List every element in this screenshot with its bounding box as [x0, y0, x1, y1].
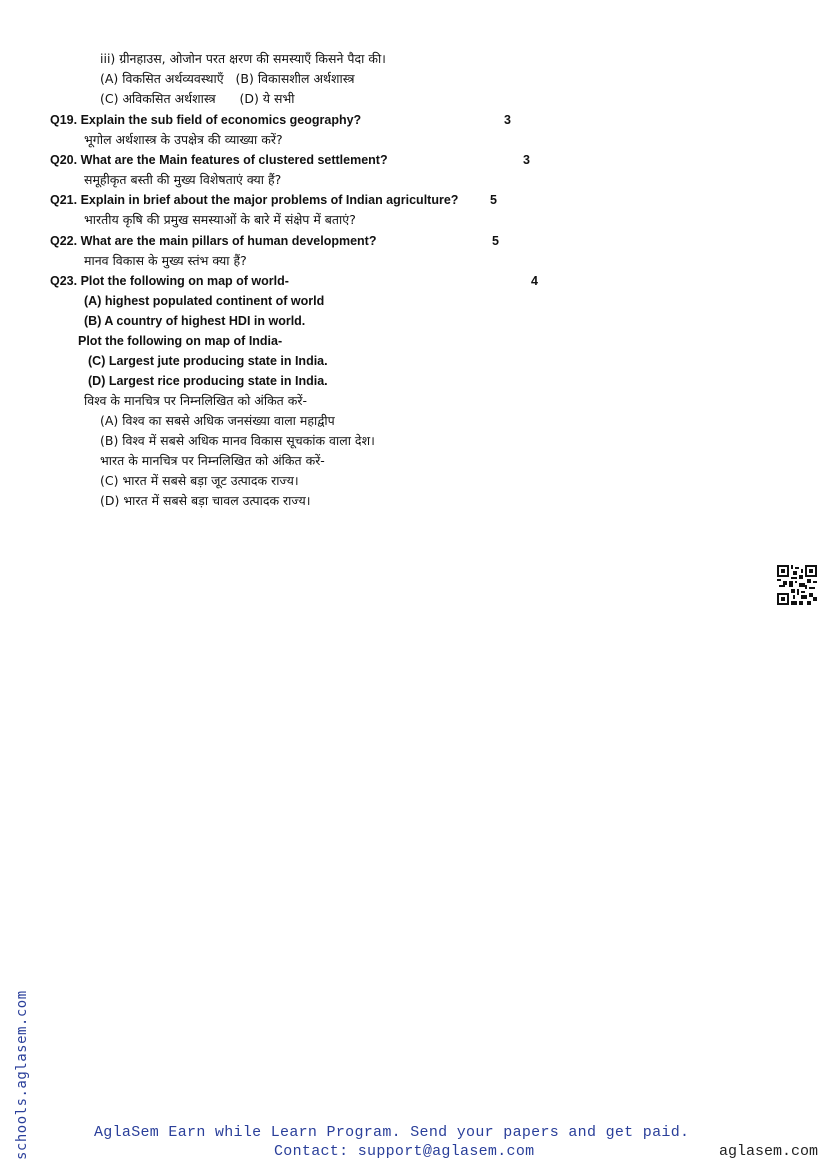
q23-hindi-india: भारत के मानचित्र पर निम्नलिखित को अंकित करें-	[100, 453, 325, 468]
q23-hindi-b: (B) विश्व में सबसे अधिक मानव विकास सूचकांक वाला देश।	[100, 433, 375, 448]
question-q19-hindi: भूगोल अर्थशास्त्र के उपक्षेत्र की व्याख्या करें?	[84, 132, 283, 147]
footer-brand: aglasem.com	[718, 1143, 818, 1160]
side-watermark-url: schools.aglasem.com	[14, 990, 30, 1160]
question-text: Plot the following on map of world-	[80, 274, 289, 288]
marks-q20: 3	[523, 153, 530, 167]
marks-q23: 4	[531, 274, 538, 288]
q23-hindi-d: (D) भारत में सबसे बड़ा चावल उत्पादक राज्य।	[100, 493, 311, 508]
q18-options-cd: (C) अविकसित अर्थशास्त्र (D) ये सभी	[100, 91, 295, 106]
q23-item-a: (A) highest populated continent of world	[84, 294, 325, 308]
question-number: Q21.	[50, 193, 78, 207]
qr-code-icon	[777, 565, 817, 605]
question-number: Q23.	[50, 274, 78, 288]
marks-q19: 3	[504, 113, 511, 127]
question-q20-hindi: समूहीकृत बस्ती की मुख्य विशेषताएं क्या हैं?	[84, 172, 282, 187]
q23-hindi-world: विश्व के मानचित्र पर निम्नलिखित को अंकित करें-	[84, 393, 307, 408]
q23-item-d: (D) Largest rice producing state in India.	[88, 374, 328, 388]
marks-q22: 5	[492, 234, 499, 248]
q23-india-heading: Plot the following on map of India-	[78, 334, 283, 348]
question-number: Q20.	[50, 153, 78, 167]
question-text: Explain the sub field of economics geography?	[80, 113, 362, 127]
q18-options-ab: (A) विकसित अर्थव्यवस्थाएँ (B) विकासशील अर्थशास्त्र	[100, 71, 355, 86]
question-q21	[50, 192, 458, 208]
question-number: Q22.	[50, 234, 78, 248]
question-q22-hindi: मानव विकास के मुख्य स्तंभ क्या हैं?	[84, 253, 247, 268]
question-text: What are the main pillars of human development?	[80, 234, 377, 248]
question-q22	[50, 233, 376, 249]
question-q23	[50, 273, 289, 289]
question-q20	[50, 152, 388, 168]
question-q21-hindi: भारतीय कृषि की प्रमुख समस्याओं के बारे में संक्षेप में बताएं?	[84, 212, 356, 227]
marks-q21: 5	[490, 193, 497, 207]
q18-iii-hindi: iii) ग्रीनहाउस, ओजोन परत क्षरण की समस्याएँ किसने पैदा की।	[100, 51, 386, 66]
footer-contact: Contact: support@aglasem.com	[274, 1143, 535, 1160]
q23-hindi-a: (A) विश्व का सबसे अधिक जनसंख्या वाला महाद्वीप	[100, 413, 335, 428]
question-text: What are the Main features of clustered settlement?	[80, 153, 388, 167]
question-text: Explain in brief about the major problems of Indian agriculture?	[80, 193, 459, 207]
footer-program-text: AglaSem Earn while Learn Program. Send your papers and get paid.	[94, 1124, 690, 1141]
q23-item-c: (C) Largest jute producing state in India.	[88, 354, 328, 368]
question-q19	[50, 112, 361, 128]
question-number: Q19.	[50, 113, 78, 127]
q23-hindi-c: (C) भारत में सबसे बड़ा जूट उत्पादक राज्य।	[100, 473, 299, 488]
q23-item-b: (B) A country of highest HDI in world.	[84, 314, 306, 328]
